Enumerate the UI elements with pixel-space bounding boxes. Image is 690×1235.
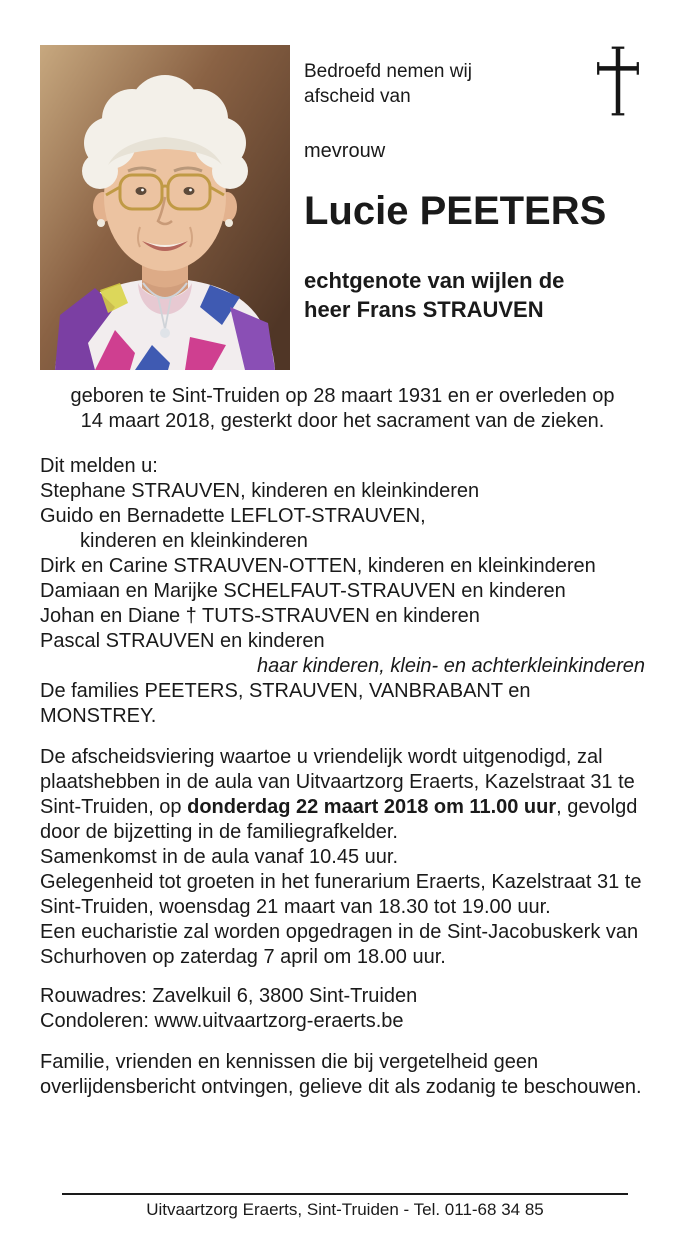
announcement-heading: Dit melden u: (40, 455, 158, 477)
eucharist-paragraph: Een eucharistie zal worden opgedragen in de Sint-Jacobuskerk van Schurhoven op zaterdag 7 april om 18.00 uur. (40, 921, 639, 968)
portrait-illustration (40, 45, 290, 370)
family-line: Johan en Diane † TUTS-STRAUVEN en kinderen (40, 605, 480, 627)
families-line: De families PEETERS, STRAUVEN, VANBRABANT en (40, 680, 531, 702)
family-line: Pascal STRAUVEN en kinderen (40, 630, 325, 652)
funeral-home-info: Uitvaartzorg Eraerts, Sint-Truiden - Tel. 011-68 34 85 (146, 1200, 544, 1219)
latin-cross-icon (591, 43, 645, 126)
birth-death-line: 14 maart 2018, gesterkt door het sacrament van de zieken. (80, 410, 605, 432)
forgetfulness-notice: Familie, vrienden en kennissen die bij vergetelheid geen overlijdensbericht ontvingen, gelieve dit als zodanig te beschouwen. (40, 1051, 642, 1098)
deceased-name: Lucie PEETERS (304, 189, 607, 233)
birth-death-text (40, 384, 645, 434)
spouse-line: heer Frans STRAUVEN (304, 297, 544, 322)
mourning-address: Rouwadres: Zavelkuil 6, 3800 Sint-Truiden (40, 985, 418, 1007)
header-text-column (290, 45, 645, 370)
portrait-photo (40, 45, 290, 370)
ceremony-date-bold: donderdag 22 maart 2018 om 11.00 uur (187, 796, 557, 818)
ceremony-text: De afscheidsviering waartoe u vriendelijk wordt uitgenodigd, zal plaatshebben in de aula van Uitvaartzorg Eraerts, Kazelstraat 31 te Sint-Truiden, op (40, 746, 635, 818)
salutation: mevrouw (304, 140, 386, 162)
intro-line: Bedroefd nemen wij (304, 61, 472, 82)
header (40, 45, 645, 370)
spouse-line: echtgenote van wijlen de (304, 268, 565, 293)
ceremony-details (40, 745, 645, 970)
family-line: Damiaan en Marijke SCHELFAUT-STRAUVEN en kinderen (40, 580, 566, 602)
contact-info (40, 984, 645, 1034)
birth-death-line: geboren te Sint-Truiden op 28 maart 1931 en er overleden op (70, 385, 615, 407)
ceremony-text: , gevolgd door de bijzetting in de familiegrafkelder. (40, 796, 638, 843)
greeting-paragraph: Gelegenheid tot groeten in het funerarium Eraerts, Kazelstraat 31 te Sint-Truiden, woensdag 21 maart van 18.30 tot 19.00 uur. (40, 871, 642, 918)
family-line: Guido en Bernadette LEFLOT-STRAUVEN, (40, 505, 426, 527)
family-line: kinderen en kleinkinderen (80, 530, 308, 552)
footer (62, 1193, 628, 1221)
family-line: Stephane STRAUVEN, kinderen en kleinkinderen (40, 480, 480, 502)
gathering-line: Samenkomst in de aula vanaf 10.45 uur. (40, 846, 399, 868)
families-line: MONSTREY. (40, 705, 157, 727)
family-announcement (40, 454, 645, 729)
condolence-website: Condoleren: www.uitvaartzorg-eraerts.be (40, 1010, 404, 1032)
children-closing-line: haar kinderen, klein- en achterkleinkinderen (256, 655, 645, 677)
family-line: Dirk en Carine STRAUVEN-OTTEN, kinderen en kleinkinderen (40, 555, 596, 577)
ceremony-paragraph (40, 745, 645, 845)
intro-line: afscheid van (304, 86, 411, 107)
spouse-of-text (304, 266, 645, 324)
